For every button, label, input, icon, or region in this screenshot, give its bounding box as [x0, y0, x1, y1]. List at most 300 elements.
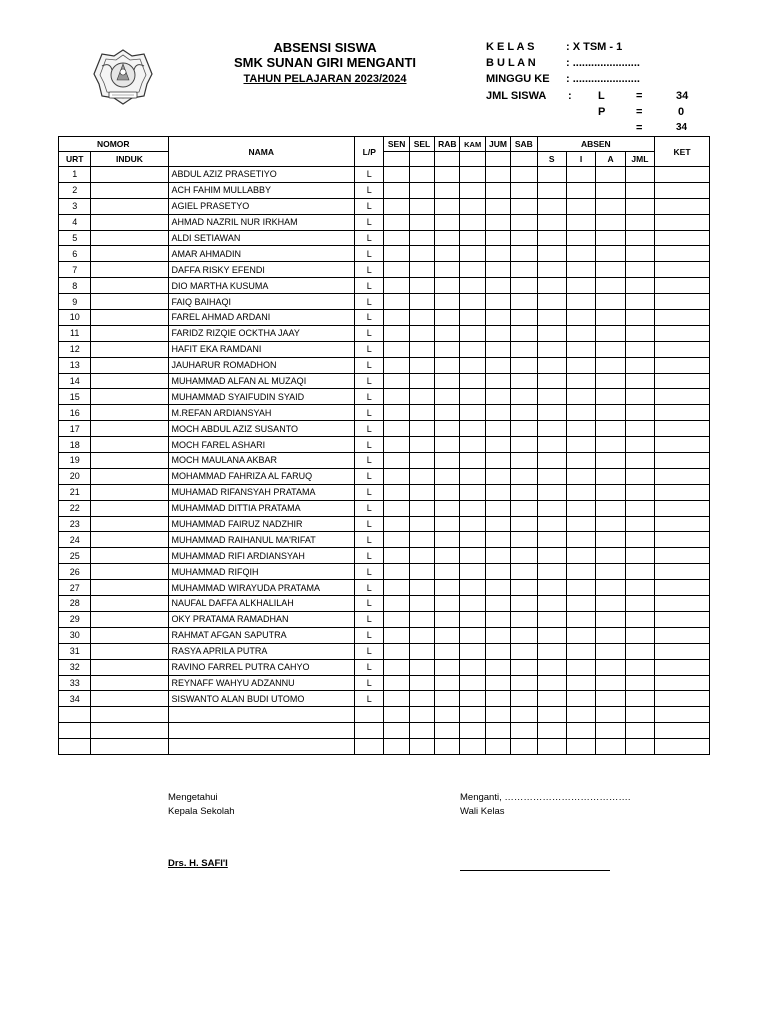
cell-day	[485, 437, 510, 453]
cell-day	[485, 214, 510, 230]
cell-lp: L	[355, 214, 384, 230]
cell-day	[485, 484, 510, 500]
cell-day	[460, 421, 485, 437]
cell-day	[460, 230, 485, 246]
table-row	[59, 659, 710, 675]
cell-day	[460, 246, 485, 262]
cell-absen	[537, 357, 566, 373]
cell-ket	[655, 484, 710, 500]
cell-day	[485, 341, 510, 357]
cell-absen	[625, 182, 654, 198]
cell-day	[485, 198, 510, 214]
cell-absen	[625, 643, 654, 659]
cell-day	[384, 246, 409, 262]
cell-day	[511, 675, 537, 691]
cell-day	[485, 643, 510, 659]
cell-day	[384, 357, 409, 373]
day-sub-cell	[511, 152, 537, 167]
cell-ket	[655, 437, 710, 453]
cell-induk	[91, 294, 168, 310]
cell-day	[460, 564, 485, 580]
cell-lp: L	[355, 611, 384, 627]
cell-day	[485, 421, 510, 437]
cell-day	[460, 468, 485, 484]
cell-ket	[655, 310, 710, 326]
cell-day	[384, 325, 409, 341]
cell-absen	[596, 691, 625, 707]
cell-day	[409, 453, 434, 469]
cell-day	[460, 357, 485, 373]
cell-nama: MUHAMMAD RIFQIH	[168, 564, 355, 580]
cell-induk	[91, 468, 168, 484]
cell-day	[384, 230, 409, 246]
cell-day	[384, 373, 409, 389]
cell-absen	[566, 246, 595, 262]
cell-urt: 9	[59, 294, 91, 310]
cell-day	[511, 437, 537, 453]
cell-absen	[566, 262, 595, 278]
cell-day	[409, 182, 434, 198]
cell-absen	[596, 596, 625, 612]
cell-day	[511, 611, 537, 627]
table-row	[59, 675, 710, 691]
cell-ket	[655, 675, 710, 691]
cell-absen	[566, 707, 595, 723]
cell-absen	[596, 739, 625, 755]
cell-induk	[91, 405, 168, 421]
cell-day	[511, 310, 537, 326]
cell-nama: FAIQ BAIHAQI	[168, 294, 355, 310]
header-day-kam: KAM	[460, 137, 485, 152]
cell-absen	[596, 437, 625, 453]
cell-day	[485, 389, 510, 405]
cell-nama: MOCH FAREL ASHARI	[168, 437, 355, 453]
cell-ket	[655, 564, 710, 580]
cell-nama: AMAR AHMADIN	[168, 246, 355, 262]
cell-day	[435, 389, 460, 405]
cell-day	[511, 516, 537, 532]
cell-absen	[566, 723, 595, 739]
cell-nama: MUHAMAD RIFANSYAH PRATAMA	[168, 484, 355, 500]
cell-absen	[596, 516, 625, 532]
cell-absen	[596, 294, 625, 310]
table-row	[59, 723, 710, 739]
cell-absen	[537, 294, 566, 310]
cell-day	[485, 723, 510, 739]
female-count: 0	[678, 106, 685, 118]
table-row	[59, 294, 710, 310]
cell-day	[384, 564, 409, 580]
cell-day	[485, 373, 510, 389]
cell-nama: RASYA APRILA PUTRA	[168, 643, 355, 659]
cell-day	[485, 278, 510, 294]
right-signature-block	[460, 791, 631, 819]
cell-ket	[655, 580, 710, 596]
cell-urt: 16	[59, 405, 91, 421]
cell-absen	[625, 739, 654, 755]
cell-lp: L	[355, 659, 384, 675]
cell-absen	[566, 516, 595, 532]
cell-absen	[537, 643, 566, 659]
table-row	[59, 516, 710, 532]
header-day-rab: RAB	[435, 137, 460, 152]
cell-nama	[168, 739, 355, 755]
cell-day	[384, 278, 409, 294]
minggu-value: : ......................	[566, 73, 640, 85]
cell-absen	[566, 437, 595, 453]
total-count: 34	[676, 122, 688, 133]
cell-absen	[625, 357, 654, 373]
cell-nama: MUHAMMAD WIRAYUDA PRATAMA	[168, 580, 355, 596]
cell-absen	[596, 230, 625, 246]
cell-day	[511, 500, 537, 516]
cell-nama	[168, 723, 355, 739]
header-absen-a: A	[596, 152, 625, 167]
cell-day	[485, 516, 510, 532]
cell-lp: L	[355, 691, 384, 707]
cell-day	[485, 294, 510, 310]
table-row	[59, 643, 710, 659]
cell-absen	[625, 691, 654, 707]
cell-day	[384, 643, 409, 659]
cell-day	[409, 707, 434, 723]
cell-day	[435, 182, 460, 198]
cell-day	[384, 548, 409, 564]
cell-absen	[537, 516, 566, 532]
cell-nama: SISWANTO ALAN BUDI UTOMO	[168, 691, 355, 707]
cell-absen	[537, 389, 566, 405]
table-row	[59, 453, 710, 469]
cell-lp: L	[355, 421, 384, 437]
cell-day	[511, 548, 537, 564]
cell-day	[409, 516, 434, 532]
cell-day	[409, 214, 434, 230]
cell-day	[511, 643, 537, 659]
cell-day	[460, 294, 485, 310]
cell-ket	[655, 468, 710, 484]
cell-absen	[596, 548, 625, 564]
cell-nama	[168, 707, 355, 723]
cell-day	[409, 373, 434, 389]
cell-absen	[566, 182, 595, 198]
cell-nama: MUHAMMAD ALFAN AL MUZAQI	[168, 373, 355, 389]
cell-day	[435, 294, 460, 310]
cell-absen	[596, 246, 625, 262]
table-row	[59, 214, 710, 230]
table-row	[59, 468, 710, 484]
cell-day	[485, 611, 510, 627]
header-day-sab: SAB	[511, 137, 537, 152]
cell-absen	[566, 643, 595, 659]
cell-induk	[91, 373, 168, 389]
cell-absen	[596, 357, 625, 373]
cell-day	[511, 453, 537, 469]
cell-day	[435, 167, 460, 183]
cell-day	[485, 453, 510, 469]
cell-day	[511, 627, 537, 643]
cell-nama: AGIEL PRASETYO	[168, 198, 355, 214]
cell-nama: AHMAD NAZRIL NUR IRKHAM	[168, 214, 355, 230]
cell-absen	[566, 230, 595, 246]
cell-day	[435, 516, 460, 532]
cell-day	[435, 310, 460, 326]
cell-day	[460, 707, 485, 723]
cell-induk	[91, 659, 168, 675]
cell-ket	[655, 357, 710, 373]
cell-urt: 1	[59, 167, 91, 183]
cell-urt	[59, 723, 91, 739]
cell-day	[435, 739, 460, 755]
cell-absen	[625, 723, 654, 739]
cell-day	[460, 198, 485, 214]
cell-day	[460, 580, 485, 596]
cell-induk	[91, 214, 168, 230]
cell-day	[384, 389, 409, 405]
cell-day	[384, 182, 409, 198]
cell-nama: MUHAMMAD RAIHANUL MA'RIFAT	[168, 532, 355, 548]
cell-absen	[537, 659, 566, 675]
cell-urt: 24	[59, 532, 91, 548]
cell-induk	[91, 230, 168, 246]
table-row	[59, 421, 710, 437]
table-row	[59, 278, 710, 294]
cell-induk	[91, 357, 168, 373]
cell-urt: 32	[59, 659, 91, 675]
cell-urt: 15	[59, 389, 91, 405]
cell-ket	[655, 405, 710, 421]
cell-urt: 14	[59, 373, 91, 389]
cell-absen	[596, 564, 625, 580]
cell-urt: 3	[59, 198, 91, 214]
cell-lp: L	[355, 198, 384, 214]
cell-absen	[566, 453, 595, 469]
cell-day	[511, 230, 537, 246]
cell-absen	[596, 405, 625, 421]
cell-day	[384, 611, 409, 627]
table-row	[59, 564, 710, 580]
cell-nama: RAVINO FARREL PUTRA CAHYO	[168, 659, 355, 675]
cell-induk	[91, 310, 168, 326]
table-row	[59, 262, 710, 278]
cell-ket	[655, 691, 710, 707]
cell-day	[511, 198, 537, 214]
class-info-block	[486, 40, 706, 136]
cell-day	[460, 627, 485, 643]
table-row	[59, 611, 710, 627]
cell-day	[435, 675, 460, 691]
header-day-sel: SEL	[409, 137, 434, 152]
cell-nama: ACH FAHIM MULLABBY	[168, 182, 355, 198]
cell-absen	[537, 500, 566, 516]
cell-urt: 11	[59, 325, 91, 341]
cell-absen	[537, 405, 566, 421]
cell-absen	[537, 167, 566, 183]
cell-absen	[566, 421, 595, 437]
cell-day	[435, 437, 460, 453]
cell-day	[384, 167, 409, 183]
cell-absen	[625, 500, 654, 516]
cell-day	[511, 739, 537, 755]
cell-urt: 22	[59, 500, 91, 516]
cell-absen	[537, 198, 566, 214]
cell-day	[435, 262, 460, 278]
table-row	[59, 548, 710, 564]
cell-induk	[91, 675, 168, 691]
cell-nama: DAFFA RISKY EFENDI	[168, 262, 355, 278]
cell-day	[485, 230, 510, 246]
cell-induk	[91, 611, 168, 627]
cell-day	[409, 405, 434, 421]
cell-day	[511, 389, 537, 405]
cell-day	[384, 532, 409, 548]
cell-day	[384, 596, 409, 612]
table-row	[59, 341, 710, 357]
cell-day	[409, 484, 434, 500]
cell-urt: 7	[59, 262, 91, 278]
cell-nama: MUHAMMAD SYAIFUDIN SYAID	[168, 389, 355, 405]
cell-nama: RAHMAT AFGAN SAPUTRA	[168, 627, 355, 643]
cell-lp: L	[355, 294, 384, 310]
cell-absen	[566, 214, 595, 230]
table-row	[59, 325, 710, 341]
cell-day	[485, 325, 510, 341]
cell-day	[435, 611, 460, 627]
cell-day	[460, 373, 485, 389]
cell-day	[409, 500, 434, 516]
table-row	[59, 310, 710, 326]
cell-induk	[91, 341, 168, 357]
cell-day	[511, 262, 537, 278]
cell-urt: 10	[59, 310, 91, 326]
cell-lp: L	[355, 325, 384, 341]
cell-day	[460, 453, 485, 469]
cell-absen	[596, 325, 625, 341]
cell-day	[384, 405, 409, 421]
cell-lp: L	[355, 453, 384, 469]
cell-day	[511, 182, 537, 198]
cell-absen	[625, 421, 654, 437]
cell-day	[511, 532, 537, 548]
cell-day	[384, 198, 409, 214]
cell-lp: L	[355, 532, 384, 548]
cell-urt: 31	[59, 643, 91, 659]
cell-urt: 2	[59, 182, 91, 198]
male-label: L	[598, 90, 605, 102]
cell-absen	[537, 611, 566, 627]
cell-absen	[566, 659, 595, 675]
cell-induk	[91, 437, 168, 453]
cell-induk	[91, 532, 168, 548]
cell-urt: 30	[59, 627, 91, 643]
cell-induk	[91, 707, 168, 723]
cell-ket	[655, 198, 710, 214]
cell-day	[511, 325, 537, 341]
cell-day	[435, 500, 460, 516]
cell-day	[435, 548, 460, 564]
cell-absen	[625, 596, 654, 612]
cell-day	[409, 723, 434, 739]
cell-day	[511, 373, 537, 389]
cell-induk	[91, 691, 168, 707]
cell-absen	[625, 707, 654, 723]
cell-nama: FARIDZ RIZQIE OCKTHA JAAY	[168, 325, 355, 341]
cell-lp: L	[355, 580, 384, 596]
cell-ket	[655, 341, 710, 357]
cell-day	[435, 341, 460, 357]
cell-lp: L	[355, 627, 384, 643]
cell-day	[460, 548, 485, 564]
cell-day	[384, 675, 409, 691]
cell-ket	[655, 325, 710, 341]
cell-day	[435, 532, 460, 548]
cell-absen	[596, 214, 625, 230]
header-ket: KET	[655, 137, 710, 167]
cell-day	[435, 325, 460, 341]
header-lp: L/P	[355, 137, 384, 167]
cell-absen	[537, 214, 566, 230]
cell-day	[435, 453, 460, 469]
minggu-label: MINGGU KE	[486, 73, 550, 85]
cell-absen	[625, 167, 654, 183]
cell-day	[384, 659, 409, 675]
cell-absen	[566, 325, 595, 341]
cell-absen	[625, 341, 654, 357]
cell-absen	[596, 643, 625, 659]
cell-urt: 23	[59, 516, 91, 532]
cell-induk	[91, 325, 168, 341]
cell-absen	[596, 723, 625, 739]
cell-day	[460, 341, 485, 357]
cell-day	[435, 643, 460, 659]
header-day-sen: SEN	[384, 137, 409, 152]
cell-day	[485, 500, 510, 516]
cell-day	[409, 230, 434, 246]
cell-day	[485, 310, 510, 326]
cell-absen	[596, 580, 625, 596]
table-row	[59, 627, 710, 643]
cell-absen	[596, 611, 625, 627]
cell-lp: L	[355, 516, 384, 532]
cell-absen	[566, 294, 595, 310]
cell-day	[435, 421, 460, 437]
cell-lp: L	[355, 182, 384, 198]
cell-day	[384, 294, 409, 310]
cell-absen	[537, 341, 566, 357]
cell-lp: L	[355, 405, 384, 421]
cell-lp: L	[355, 230, 384, 246]
cell-urt: 8	[59, 278, 91, 294]
cell-day	[460, 214, 485, 230]
cell-day	[460, 278, 485, 294]
cell-absen	[566, 373, 595, 389]
cell-absen	[625, 564, 654, 580]
cell-absen	[537, 453, 566, 469]
cell-induk	[91, 484, 168, 500]
cell-day	[460, 325, 485, 341]
cell-absen	[596, 182, 625, 198]
cell-absen	[596, 675, 625, 691]
cell-absen	[625, 580, 654, 596]
cell-absen	[566, 675, 595, 691]
cell-induk	[91, 198, 168, 214]
mengetahui-text: Mengetahui	[168, 792, 218, 803]
header-absen: ABSEN	[537, 137, 655, 152]
cell-nama: HAFIT EKA RAMDANI	[168, 341, 355, 357]
cell-day	[409, 627, 434, 643]
cell-day	[384, 500, 409, 516]
cell-induk	[91, 643, 168, 659]
cell-day	[384, 723, 409, 739]
